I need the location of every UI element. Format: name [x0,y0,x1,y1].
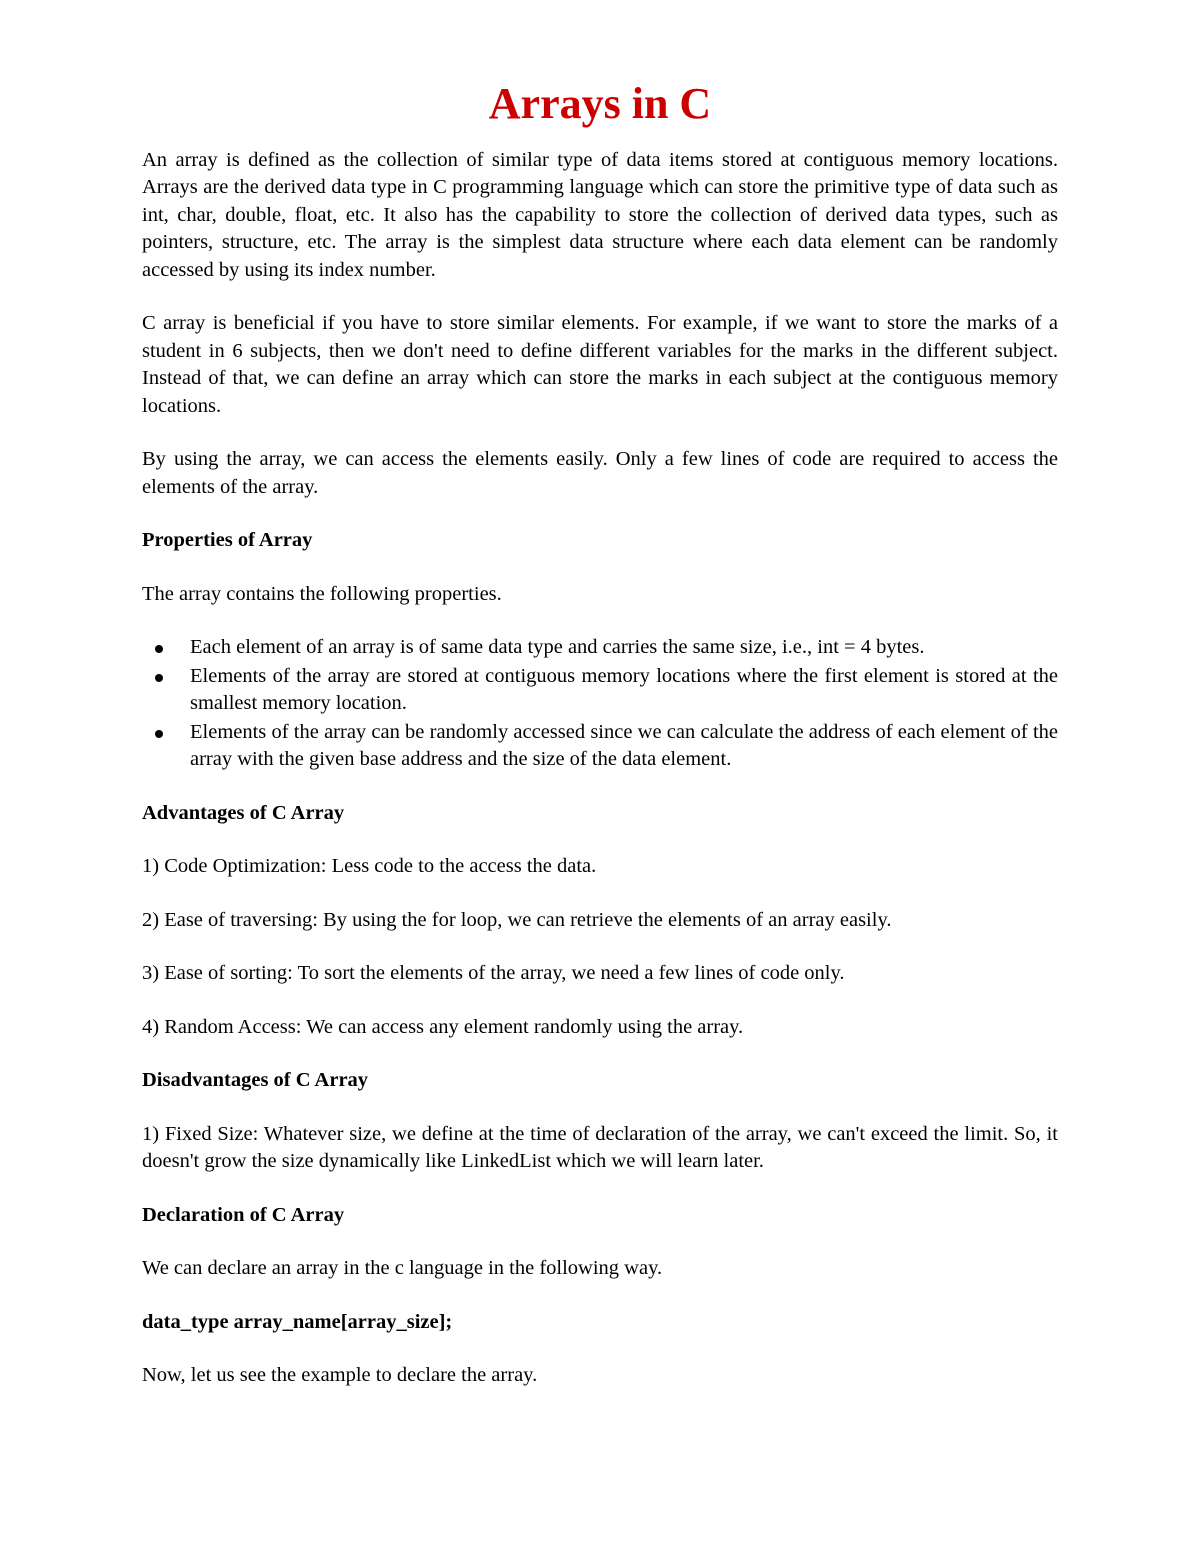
advantage-item-1: 1) Code Optimization: Less code to the access the data. [142,855,597,878]
declaration-syntax: data_type array_name[array_size]; [142,1310,453,1333]
declaration-heading: Declaration of C Array [142,1203,345,1226]
advantage-item-3: 3) Ease of sorting: To sort the elements of the array, we need a few lines of code only. [142,962,845,985]
intro-paragraph-3: By using the array, we can access the elements easily. Only a few lines of code are required to access the elements of the array. [142,448,1058,498]
list-item-text: Each element of an array is of same data type and carries the same size, i.e., int = 4 bytes. [190,636,925,659]
properties-intro: The array contains the following properties. [142,582,502,605]
advantage-item-4: 4) Random Access: We can access any element randomly using the array. [142,1015,744,1038]
advantages-heading: Advantages of C Array [142,801,345,824]
disadvantage-item-1: 1) Fixed Size: Whatever size, we define at the time of declaration of the array, we can't exceed the limit. So, it doesn't grow the size dynamically like LinkedList which we will learn later. [142,1122,1058,1173]
list-item-text: Elements of the array are stored at contiguous memory locations where the first element is stored at the smallest memory location. [190,664,1058,715]
list-item-text: Elements of the array can be randomly accessed since we can calculate the address of each element of the array with the given base address and the size of the data element. [190,720,1058,771]
declaration-outro: Now, let us see the example to declare the array. [142,1364,538,1387]
list-item [190,719,1058,774]
properties-list [142,634,1058,774]
bullet-icon [155,730,163,738]
bullet-icon [155,645,163,653]
properties-heading: Properties of Array [142,529,313,552]
list-item [190,663,1058,718]
declaration-intro: We can declare an array in the c language in the following way. [142,1257,663,1280]
page-title: Arrays in C [488,79,712,128]
intro-paragraph-1: An array is defined as the collection of similar type of data items stored at contiguous memory locations. Arrays are the derived data type in C programming language which can store the primitive type of data such as int, char, double, float, etc. It also has the capability to store the collection of derived data types, such as pointers, structure, etc. The array is the simplest data structure where each data element can be randomly accessed by using its index number. [142,148,1058,281]
disadvantages-heading: Disadvantages of C Array [142,1069,369,1092]
intro-paragraph-2: C array is beneficial if you have to store similar elements. For example, if we want to store the marks of a student in 6 subjects, then we don't need to define different variables for the marks in the different subject. Instead of that, we can define an array which can store the marks in each subject at the contiguous memory locations. [142,312,1058,417]
bullet-icon [155,674,163,682]
advantage-item-2: 2) Ease of traversing: By using the for loop, we can retrieve the elements of an array easily. [142,908,892,931]
list-item [190,634,1058,662]
